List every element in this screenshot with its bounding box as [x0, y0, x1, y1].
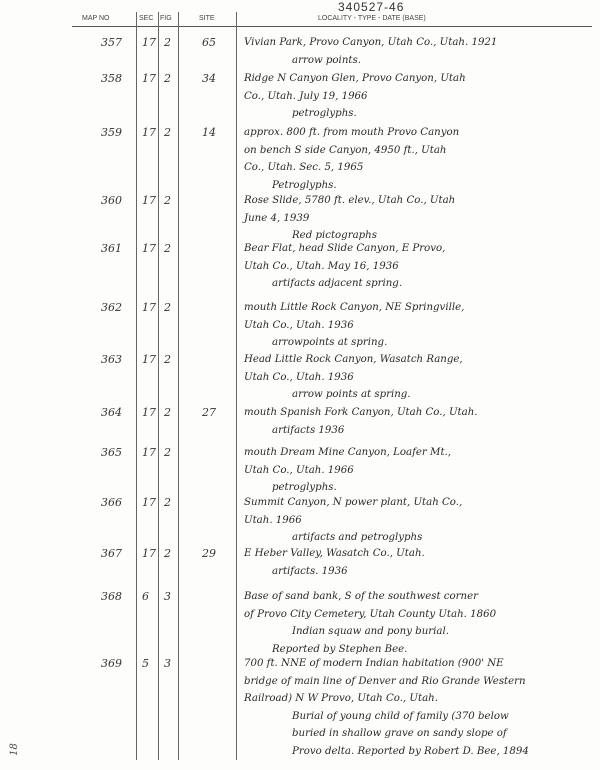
site-number: 29 [202, 547, 216, 560]
locality-line: Indian squaw and pony burial. [292, 626, 449, 637]
locality-line: Utah Co., Utah. 1936 [244, 371, 354, 383]
section-number: 17 [142, 126, 156, 139]
section-number: 17 [142, 242, 156, 255]
locality-entry [244, 34, 594, 69]
column-divider [236, 12, 237, 760]
figure-number: 3 [164, 657, 171, 670]
locality-line: Bear Flat, head Slide Canyon, E Provo, [244, 243, 446, 254]
locality-line: artifacts and petroglyphs [292, 532, 423, 543]
locality-line: Vivian Park, Provo Canyon, Utah Co., Utah. 1921 [244, 37, 498, 48]
map-number: 365 [101, 446, 122, 459]
locality-entry [244, 124, 594, 194]
header-map-no: MAP NO [82, 15, 110, 22]
map-number: 358 [101, 72, 122, 85]
section-number: 17 [142, 446, 156, 459]
locality-line: artifacts. 1936 [272, 565, 348, 577]
map-number: 369 [101, 657, 122, 670]
map-number: 368 [101, 590, 122, 603]
figure-number: 2 [164, 242, 171, 255]
locality-line: Reported by Stephen Bee. [272, 643, 408, 655]
figure-number: 2 [164, 194, 171, 207]
locality-line: Utah Co., Utah. 1966 [244, 464, 354, 476]
locality-entry [244, 351, 594, 404]
locality-line: Co., Utah. Sec. 5, 1965 [244, 162, 364, 173]
figure-number: 2 [164, 547, 171, 560]
section-number: 17 [142, 547, 156, 560]
header-fig: FIG [160, 15, 172, 22]
section-number: 17 [142, 353, 156, 366]
locality-entry [244, 545, 594, 580]
document-id: 340527-46 [338, 0, 405, 14]
locality-entry [244, 240, 594, 293]
locality-line: arrow points at spring. [292, 389, 411, 400]
figure-number: 2 [164, 301, 171, 314]
map-number: 362 [101, 301, 122, 314]
column-divider [178, 12, 179, 760]
locality-line: Petroglyphs. [272, 179, 337, 191]
site-number: 14 [202, 126, 216, 139]
locality-line: arrow points. [292, 54, 361, 66]
locality-line: June 4, 1939 [244, 212, 310, 224]
locality-line: E Heber Valley, Wasatch Co., Utah. [244, 548, 425, 559]
site-number: 27 [202, 406, 216, 419]
locality-line: Summit Canyon, N power plant, Utah Co., [244, 497, 463, 508]
map-number: 367 [101, 547, 122, 560]
locality-line: bridge of main line of Denver and Rio Grande Western [244, 675, 526, 687]
locality-entry [244, 444, 594, 497]
locality-line: Railroad) N W Provo, Utah Co., Utah. [244, 693, 438, 704]
locality-entry [244, 588, 594, 658]
locality-entry [244, 404, 594, 439]
site-number: 34 [202, 72, 216, 85]
section-number: 5 [142, 657, 149, 670]
locality-line: Co., Utah. July 19, 1966 [244, 90, 368, 102]
locality-entry [244, 299, 594, 352]
column-divider [158, 12, 159, 760]
section-number: 17 [142, 496, 156, 509]
locality-line: petroglyphs. [292, 108, 357, 119]
map-number: 359 [101, 126, 122, 139]
figure-number: 2 [164, 496, 171, 509]
locality-line: Head Little Rock Canyon, Wasatch Range, [244, 354, 463, 365]
header-rule [72, 26, 592, 27]
map-number: 366 [101, 496, 122, 509]
map-number: 357 [101, 36, 122, 49]
locality-line: Rose Slide, 5780 ft. elev., Utah Co., Utah [244, 195, 456, 206]
figure-number: 2 [164, 406, 171, 419]
locality-line: Base of sand bank, S of the southwest corner [244, 591, 478, 602]
map-number: 360 [101, 194, 122, 207]
locality-entry [244, 494, 594, 547]
margin-note: 18 [8, 743, 20, 756]
header-site: SITE [199, 15, 215, 22]
figure-number: 2 [164, 126, 171, 139]
map-number: 363 [101, 353, 122, 366]
figure-number: 2 [164, 36, 171, 49]
section-number: 17 [142, 72, 156, 85]
locality-line: on bench S side Canyon, 4950 ft., Utah [244, 144, 447, 156]
locality-line: artifacts 1936 [272, 424, 345, 436]
locality-line: artifacts adjacent spring. [272, 278, 403, 289]
section-number: 17 [142, 301, 156, 314]
section-number: 6 [142, 590, 149, 603]
locality-line: Utah. 1966 [244, 514, 302, 526]
map-number: 364 [101, 406, 122, 419]
map-number: 361 [101, 242, 122, 255]
section-number: 17 [142, 406, 156, 419]
locality-line: arrowpoints at spring. [272, 337, 388, 348]
figure-number: 2 [164, 72, 171, 85]
locality-line: of Provo City Cemetery, Utah County Utah. 1860 [244, 608, 497, 620]
locality-entry [244, 192, 594, 245]
locality-line: petroglyphs. [272, 482, 337, 493]
locality-line: Utah Co., Utah. 1936 [244, 319, 354, 331]
locality-line: Provo delta. Reported by Robert D. Bee, 1894 [292, 745, 529, 757]
figure-number: 3 [164, 590, 171, 603]
locality-line: Red pictographs [292, 230, 377, 241]
header-locality: LOCALITY - TYPE - DATE (BASE) [318, 15, 426, 22]
column-divider [136, 12, 137, 760]
locality-entry [244, 70, 594, 123]
locality-line: mouth Spanish Fork Canyon, Utah Co., Utah. [244, 407, 478, 418]
locality-entry [244, 655, 594, 760]
locality-line: Ridge N Canyon Glen, Provo Canyon, Utah [244, 73, 466, 84]
locality-line: mouth Dream Mine Canyon, Loafer Mt., [244, 447, 452, 458]
locality-line: approx. 800 ft. from mouth Provo Canyon [244, 127, 460, 138]
section-number: 17 [142, 194, 156, 207]
header-sec: SEC [139, 15, 154, 22]
section-number: 17 [142, 36, 156, 49]
figure-number: 2 [164, 446, 171, 459]
locality-line: buried in shallow grave on sandy slope of [292, 728, 507, 739]
locality-line: mouth Little Rock Canyon, NE Springville, [244, 302, 465, 313]
locality-line: Utah Co., Utah. May 16, 1936 [244, 260, 399, 272]
figure-number: 2 [164, 353, 171, 366]
site-number: 65 [202, 36, 216, 49]
locality-line: Burial of young child of family (370 below [292, 710, 509, 722]
locality-line: 700 ft. NNE of modern Indian habitation (900' NE [244, 658, 504, 669]
